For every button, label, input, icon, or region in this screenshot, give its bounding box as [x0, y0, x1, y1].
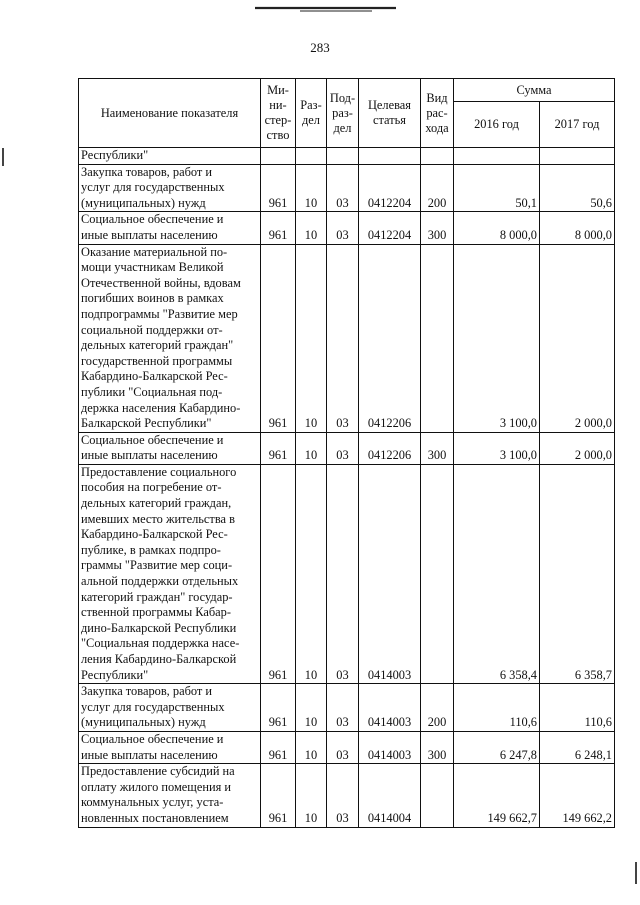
cell-2017: 50,6 — [540, 164, 615, 212]
cell-section: 10 — [296, 164, 327, 212]
cell-subsection: 03 — [327, 464, 359, 683]
top-border-rule — [0, 0, 640, 14]
cell-2016: 3 100,0 — [454, 432, 540, 464]
cell-subsection — [327, 148, 359, 165]
cell-subsection: 03 — [327, 212, 359, 244]
table-row — [79, 731, 615, 763]
cell-subsection: 03 — [327, 764, 359, 827]
cell-section: 10 — [296, 432, 327, 464]
cell-ministry: 961 — [261, 764, 296, 827]
cell-2017: 149 662,2 — [540, 764, 615, 827]
header-target-text: Целевая статья — [367, 98, 412, 127]
cell-type — [421, 764, 454, 827]
cell-2017: 110,6 — [540, 684, 615, 732]
header-name: Наименование показателя — [79, 79, 261, 148]
cell-2016: 50,1 — [454, 164, 540, 212]
table-row — [79, 164, 615, 212]
cell-type: 300 — [421, 731, 454, 763]
header-sum: Сумма — [454, 79, 615, 102]
cell-2017: 2 000,0 — [540, 432, 615, 464]
header-subsection-text: Под- раз- дел — [329, 90, 356, 135]
header-type — [421, 79, 454, 148]
cell-section: 10 — [296, 464, 327, 683]
cell-subsection: 03 — [327, 432, 359, 464]
cell-section: 10 — [296, 731, 327, 763]
cell-subsection: 03 — [327, 244, 359, 432]
budget-table — [78, 78, 615, 828]
header-type-text: Вид рас- хода — [425, 90, 449, 135]
cell-target: 0414003 — [359, 684, 421, 732]
cell-ministry: 961 — [261, 731, 296, 763]
cell-2017 — [540, 148, 615, 165]
header-section — [296, 79, 327, 148]
cell-2017: 8 000,0 — [540, 212, 615, 244]
cell-ministry — [261, 148, 296, 165]
cell-type: 200 — [421, 164, 454, 212]
cell-section — [296, 148, 327, 165]
table-header — [79, 79, 615, 148]
cell-section: 10 — [296, 212, 327, 244]
cell-section: 10 — [296, 764, 327, 827]
cell-2016 — [454, 148, 540, 165]
cell-name: Социальное обеспечение и иные выплаты населению — [79, 432, 261, 464]
cell-ministry: 961 — [261, 244, 296, 432]
cell-section: 10 — [296, 244, 327, 432]
cell-2016: 3 100,0 — [454, 244, 540, 432]
cell-target: 0412204 — [359, 164, 421, 212]
header-ministry-text: Ми- ни- стер- ство — [264, 83, 292, 142]
cell-target: 0414003 — [359, 731, 421, 763]
cell-name: Предоставление социального пособия на погребение от- дельных категорий граждан, имевших место жительства в Кабардино-Балкарской Рес- публике, в рамках подпро- граммы "Развитие мер соци- альной поддержки отдельных категорий граждан" государ- ственной программы Кабар- дино-Балкарской Республики "Социальная поддержка насе- ления Кабардино-Балкарской Республики" — [79, 464, 261, 683]
cell-target: 0412204 — [359, 212, 421, 244]
cell-2017: 6 358,7 — [540, 464, 615, 683]
header-ministry — [261, 79, 296, 148]
cell-name: Оказание материальной по- мощи участникам Великой Отечественной войны, вдовам погибших воинов в рамках подпрограммы "Развитие мер социальной поддержки от- дельных категорий граждан" государственной программы Кабардино-Балкарской Рес- публики "Социальная под- держка населения Кабардино- Балкарской Республики" — [79, 244, 261, 432]
cell-ministry: 961 — [261, 212, 296, 244]
cell-2016: 6 247,8 — [454, 731, 540, 763]
cell-type — [421, 148, 454, 165]
cell-type — [421, 244, 454, 432]
header-2017: 2017 год — [540, 102, 615, 148]
cell-section: 10 — [296, 684, 327, 732]
cell-name: Закупка товаров, работ и услуг для государственных (муниципальных) нужд — [79, 684, 261, 732]
cell-name: Республики" — [79, 148, 261, 165]
cell-target: 0412206 — [359, 244, 421, 432]
cell-2016: 149 662,7 — [454, 764, 540, 827]
table-row — [79, 148, 615, 165]
cell-target: 0414004 — [359, 764, 421, 827]
header-target — [359, 79, 421, 148]
table-row — [79, 432, 615, 464]
table-row — [79, 244, 615, 432]
table-row — [79, 212, 615, 244]
cell-subsection: 03 — [327, 164, 359, 212]
cell-target — [359, 148, 421, 165]
cell-type: 200 — [421, 684, 454, 732]
cell-name: Социальное обеспечение и иные выплаты населению — [79, 731, 261, 763]
cell-ministry: 961 — [261, 684, 296, 732]
table-row — [79, 464, 615, 683]
header-2016: 2016 год — [454, 102, 540, 148]
cell-name: Предоставление субсидий на оплату жилого помещения и коммунальных услуг, уста- новленных постановлением — [79, 764, 261, 827]
header-section-text: Раз- дел — [300, 98, 322, 127]
cell-target: 0414003 — [359, 464, 421, 683]
cell-2017: 2 000,0 — [540, 244, 615, 432]
table-row — [79, 764, 615, 827]
cell-ministry: 961 — [261, 464, 296, 683]
cell-2017: 6 248,1 — [540, 731, 615, 763]
cell-name: Закупка товаров, работ и услуг для государственных (муниципальных) нужд — [79, 164, 261, 212]
cell-2016: 8 000,0 — [454, 212, 540, 244]
cell-subsection: 03 — [327, 731, 359, 763]
cell-name: Социальное обеспечение и иные выплаты населению — [79, 212, 261, 244]
cell-ministry: 961 — [261, 164, 296, 212]
cell-type: 300 — [421, 432, 454, 464]
cell-ministry: 961 — [261, 432, 296, 464]
table-row — [79, 684, 615, 732]
scan-mark-right — [635, 862, 637, 884]
cell-2016: 110,6 — [454, 684, 540, 732]
table-body — [79, 148, 615, 828]
scan-mark-left — [2, 148, 4, 166]
header-subsection — [327, 79, 359, 148]
cell-subsection: 03 — [327, 684, 359, 732]
cell-type: 300 — [421, 212, 454, 244]
cell-2016: 6 358,4 — [454, 464, 540, 683]
cell-type — [421, 464, 454, 683]
cell-target: 0412206 — [359, 432, 421, 464]
page-number: 283 — [310, 40, 330, 55]
